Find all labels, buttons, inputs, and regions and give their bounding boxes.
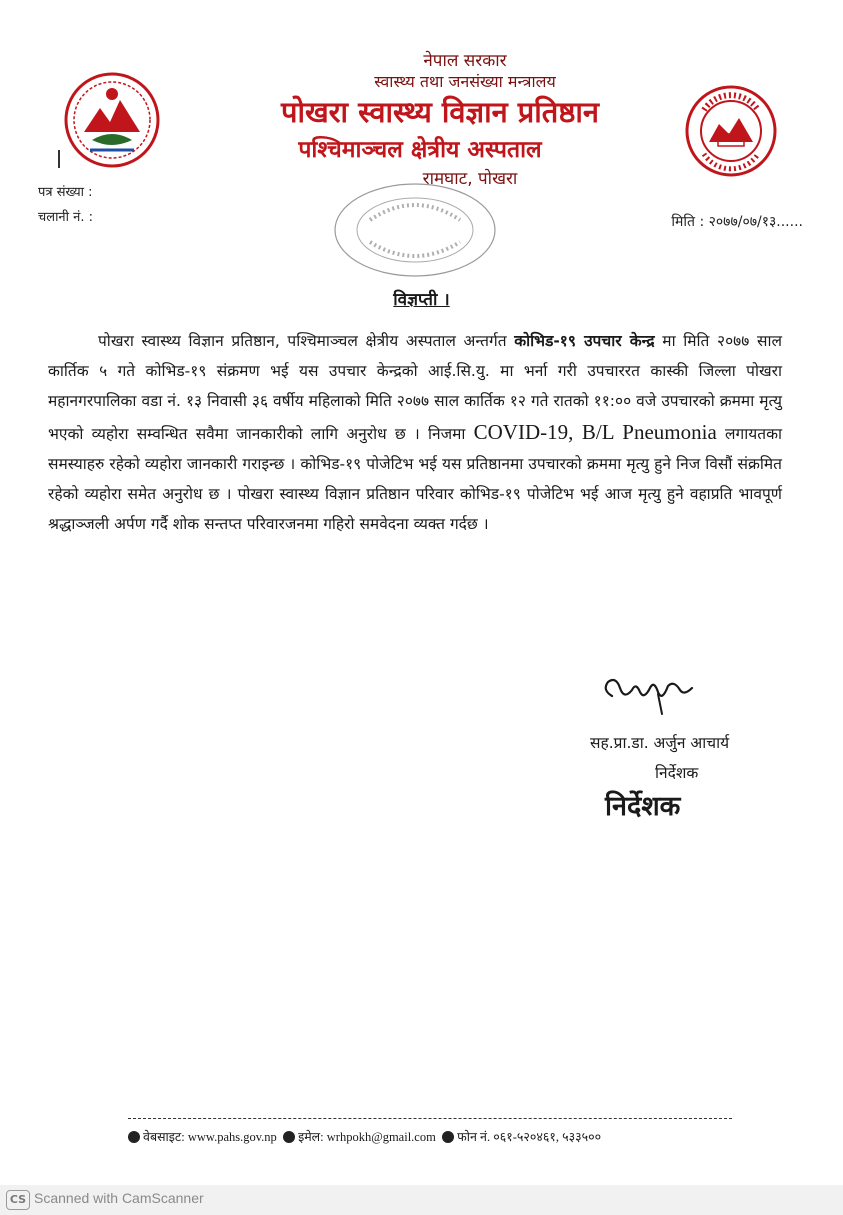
phone-number: ०६१-५२०४६१, ५३३५०० [493,1130,602,1144]
scanner-watermark-text: Scanned with CamScanner [34,1190,204,1206]
designation-stamp: निर्देशक [605,791,681,822]
email-label: इमेल: [298,1130,324,1144]
notice-text-part2: मा मिति २०७७ साल कार्तिक ५ गते कोभिड-१९ संक्रमण भई यस उपचार केन्द्रको आई.सि.यु. मा भर्ना गरी उपचाररत कास्की जिल्ला पोखरा महानगरपालिका वडा नं. १३ निवासी ३६ वर्षीय महिलाको मिति २०७७ साल कार्तिक १२ गते रातको ११:०० वजे उपचारको क्रममा मृत्यु भएको व्यहोरा सम्वन्धित सवैमा जानकारीको लागि अनुरोध छ । निजमा [48,332,782,443]
footer-divider [128,1118,732,1120]
footer-contact [128,1128,748,1145]
nepal-emblem-logo [62,70,162,170]
office-stamp [330,180,500,280]
hospital-name: पश्चिमाञ्चल क्षेत्रीय अस्पताल [298,137,542,163]
signatory-name: सह.प्रा.डा. अर्जुन आचार्य [590,734,730,752]
handwritten-signature [598,672,702,718]
website-label: वेबसाइट: [143,1130,185,1144]
notice-text-part3: लगायतका समस्याहरु रहेको व्यहोरा जानकारी गराइन्छ । कोभिड-१९ पोजेटिभ भई यस प्रतिष्ठानमा उपचारको क्रममा मृत्यु हुने निज विसौं संक्रमित रहेको व्यहोरा समेत अनुरोध छ । पोखरा स्वास्थ्य विज्ञान प्रतिष्ठान परिवार कोभिड-१९ पोजेटिभ भई आज मृत्यु हुने वहाप्रति भावपूर्ण श्रद्धाञ्जली अर्पण गर्दै शोक सन्तप्त परिवारजनमा गहिरो समवेदना व्यक्त गर्दछ । [48,424,783,534]
dispatch-number-label: चलानी नं. : [38,210,94,225]
notice-body [48,326,782,539]
government-name: नेपाल सरकार [423,51,507,71]
notice-title: विज्ञप्ती । [393,290,450,310]
letter-number-label: पत्र संख्या : [38,185,93,200]
notice-bold-phrase: कोभिड-१९ उपचार केन्द्र [514,332,655,350]
ministry-name: स्वास्थ्य तथा जनसंख्या मन्त्रालय [374,72,556,91]
date-label: मिति : २०७७/०७/१३...... [671,214,803,230]
hospital-address: रामघाट, पोखरा [422,169,518,189]
notice-text-part1: पोखरा स्वास्थ्य विज्ञान प्रतिष्ठान, पश्चिमाञ्चल क्षेत्रीय अस्पताल अन्तर्गत [98,332,507,350]
camscanner-logo: CS [6,1190,30,1210]
edge-mark [58,150,60,168]
signatory-designation: निर्देशक [655,764,699,782]
globe-icon [128,1131,140,1143]
organization-name: पोखरा स्वास्थ्य विज्ञान प्रतिष्ठान [280,95,600,129]
diagnosis-english: COVID-19, B/L Pneumonia [473,419,717,444]
phone-icon [442,1131,454,1143]
phone-label: फोन नं. [457,1130,491,1144]
website-link[interactable]: www.pahs.gov.np [187,1130,277,1144]
email-address[interactable]: wrhpokh@gmail.com [326,1130,436,1144]
email-icon [283,1131,295,1143]
